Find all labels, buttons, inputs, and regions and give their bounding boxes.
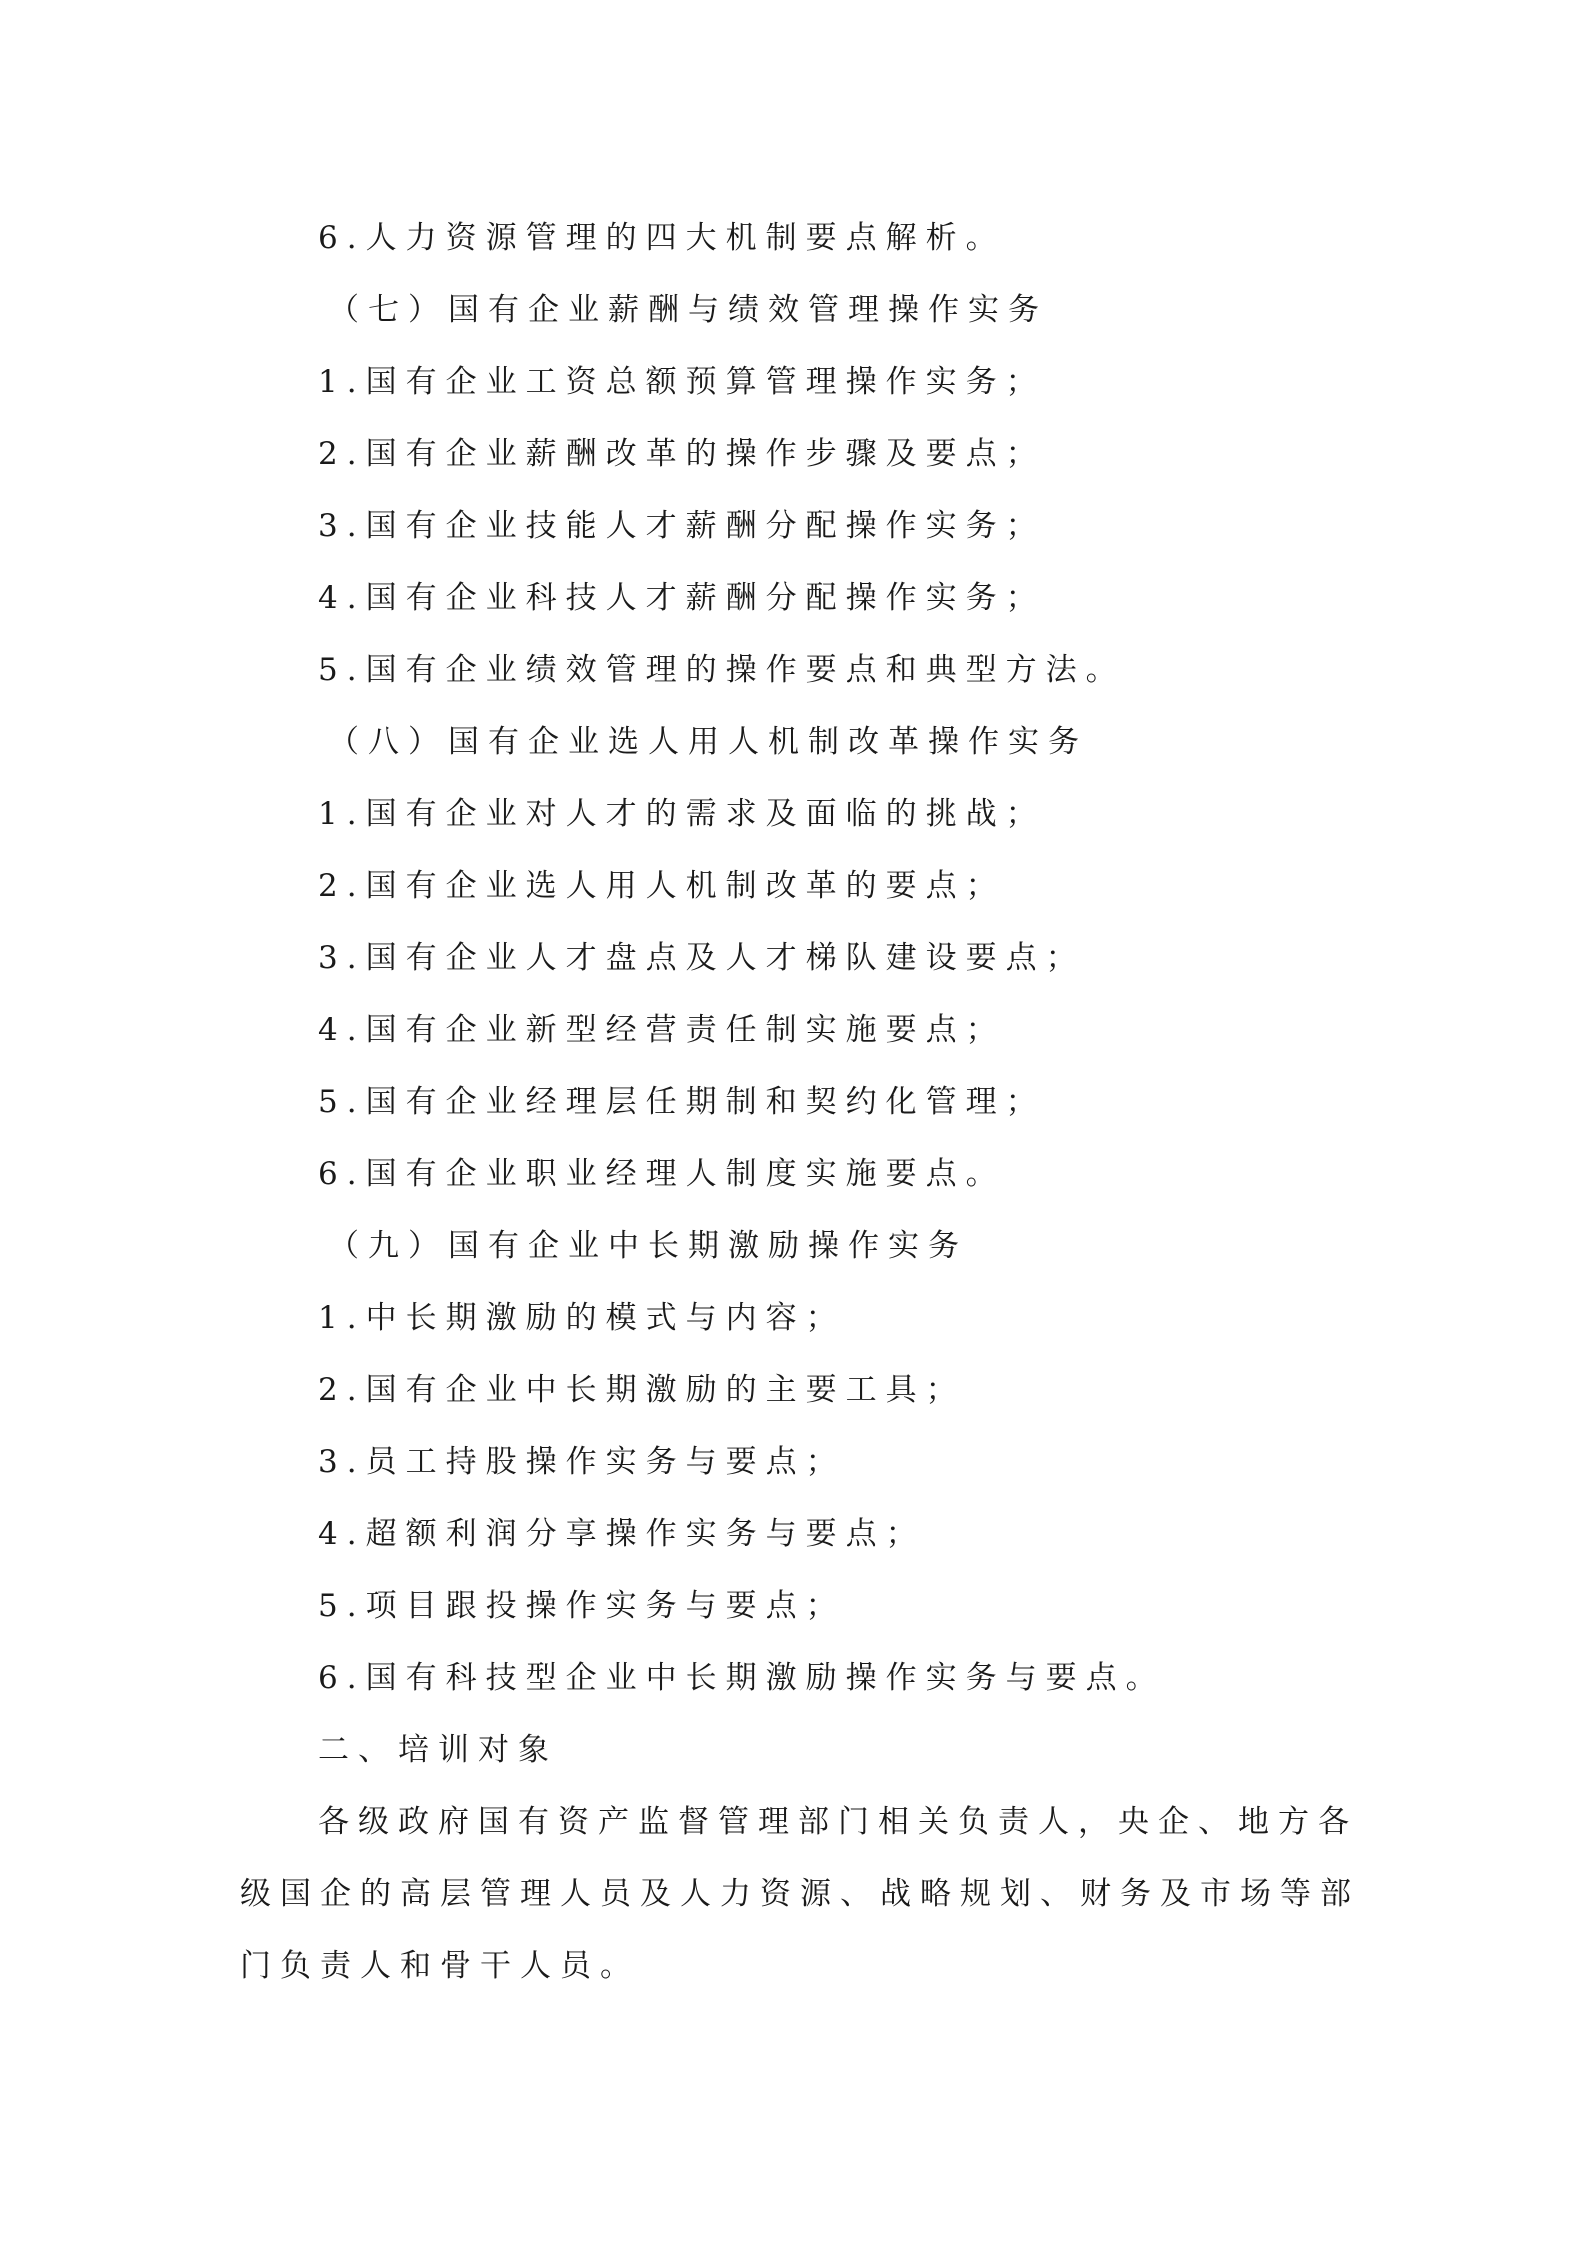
list-item: 1.国有企业对人才的需求及面临的挑战； bbox=[318, 796, 1046, 832]
paragraph-line: 门负责人和骨干人员。 bbox=[240, 1948, 640, 1984]
list-item: 4.国有企业科技人才薪酬分配操作实务； bbox=[318, 580, 1046, 616]
list-item: 6.国有企业职业经理人制度实施要点。 bbox=[318, 1156, 1006, 1192]
section-title: （七）国有企业薪酬与绩效管理操作实务 bbox=[328, 292, 1048, 328]
paragraph-line: 级国企的高层管理人员及人力资源、战略规划、财务及市场等部 bbox=[240, 1876, 1360, 1912]
list-item: 5.项目跟投操作实务与要点； bbox=[318, 1588, 846, 1624]
list-item: 3.国有企业技能人才薪酬分配操作实务； bbox=[318, 508, 1046, 544]
section-title: （九）国有企业中长期激励操作实务 bbox=[328, 1228, 968, 1264]
section-heading: 二、培训对象 bbox=[318, 1732, 558, 1768]
list-item: 3.国有企业人才盘点及人才梯队建设要点； bbox=[318, 940, 1086, 976]
section-title: （八）国有企业选人用人机制改革操作实务 bbox=[328, 724, 1088, 760]
list-item: 5.国有企业经理层任期制和契约化管理； bbox=[318, 1084, 1046, 1120]
list-item: 6.人力资源管理的四大机制要点解析。 bbox=[318, 220, 1006, 256]
list-item: 2.国有企业中长期激励的主要工具； bbox=[318, 1372, 966, 1408]
list-item: 2.国有企业薪酬改革的操作步骤及要点； bbox=[318, 436, 1046, 472]
list-item: 6.国有科技型企业中长期激励操作实务与要点。 bbox=[318, 1660, 1166, 1696]
list-item: 4.超额利润分享操作实务与要点； bbox=[318, 1516, 926, 1552]
list-item: 4.国有企业新型经营责任制实施要点； bbox=[318, 1012, 1006, 1048]
list-item: 3.员工持股操作实务与要点； bbox=[318, 1444, 846, 1480]
list-item: 2.国有企业选人用人机制改革的要点； bbox=[318, 868, 1006, 904]
list-item: 1.国有企业工资总额预算管理操作实务； bbox=[318, 364, 1046, 400]
paragraph-line: 各级政府国有资产监督管理部门相关负责人，央企、地方各 bbox=[318, 1804, 1358, 1840]
list-item: 1.中长期激励的模式与内容； bbox=[318, 1300, 846, 1336]
list-item: 5.国有企业绩效管理的操作要点和典型方法。 bbox=[318, 652, 1126, 688]
